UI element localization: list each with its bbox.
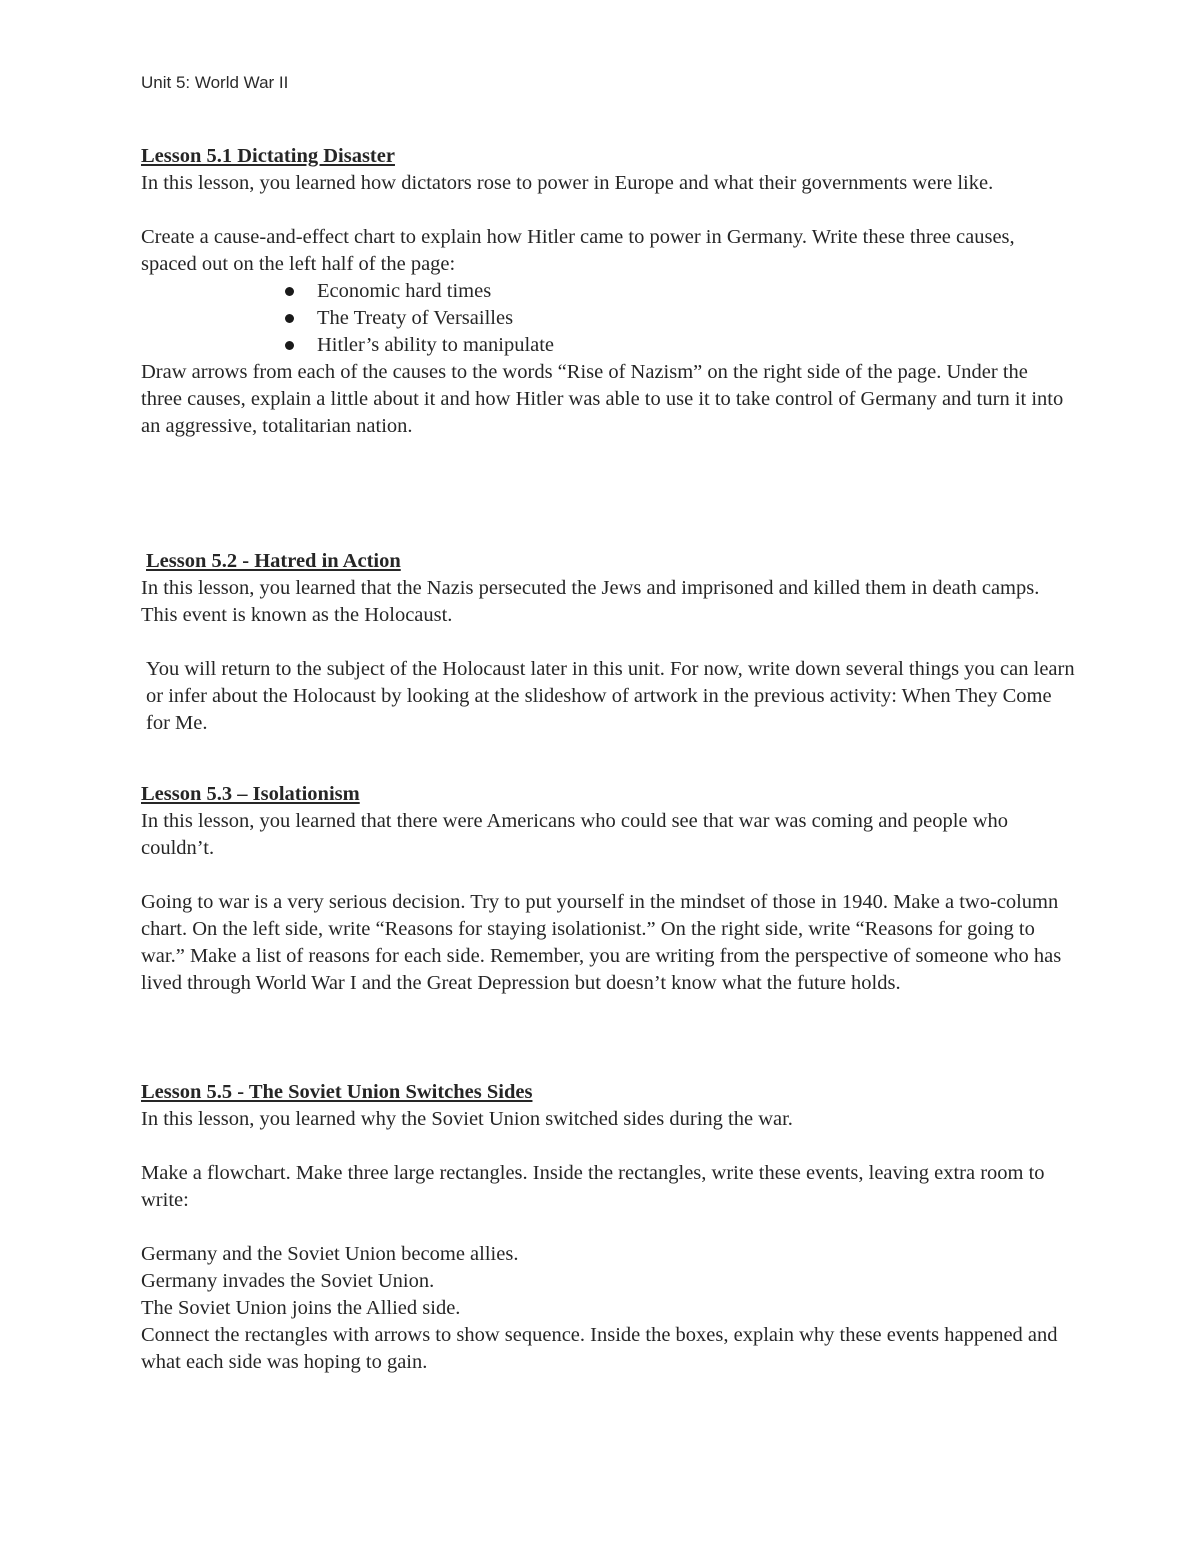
lesson-5-5-section [141,1079,1071,1376]
lesson-5-1-section [141,143,1071,440]
lesson-5-3-section [141,781,1071,997]
list-item: The Treaty of Versailles [285,305,1071,332]
lesson-5-3-heading: Lesson 5.3 – Isolationism [141,783,360,805]
list-item: Economic hard times [285,278,1071,305]
bullet-icon [285,341,294,350]
lesson-5-2-section [141,548,1076,737]
lesson-5-5-followup: Connect the rectangles with arrows to show sequence. Inside the boxes, explain why these events happened and what each side was hoping to gain. [141,1324,1058,1373]
lesson-5-3-instructions: Going to war is a very serious decision. Try to put yourself in the mindset of those in 1940. Make a two-column chart. On the left side, write “Reasons for staying isolationist.” On the right side, write “Reasons for going to war.” Make a list of reasons for each side. Remember, you are writing from the perspective of someone who has lived through World War I and the Great Depression but doesn’t know what the future holds. [141,891,1062,994]
lesson-5-5-event-list [141,1241,1071,1322]
lesson-5-2-heading: Lesson 5.2 - Hatred in Action [146,550,401,572]
bullet-icon [285,287,294,296]
lesson-5-1-intro: In this lesson, you learned how dictators rose to power in Europe and what their governments were like. [141,172,994,194]
list-item: The Soviet Union joins the Allied side. [141,1297,461,1319]
lesson-5-2-instructions: You will return to the subject of the Holocaust later in this unit. For now, write down several things you can learn or infer about the Holocaust by looking at the slideshow of artwork in the previous activity: When They Come for Me. [146,658,1075,734]
lesson-5-3-intro: In this lesson, you learned that there were Americans who could see that war was coming and people who couldn’t. [141,810,1009,859]
lesson-5-1-followup: Draw arrows from each of the causes to the words “Rise of Nazism” on the right side of the page. Under the three causes, explain a little about it and how Hitler was able to use it to take control of Germany and turn it into an aggressive, totalitarian nation. [141,361,1064,437]
lesson-5-1-instructions: Create a cause-and-effect chart to explain how Hitler came to power in Germany. Write these three causes, spaced out on the left half of the page: [141,226,1015,275]
list-item: Germany invades the Soviet Union. [141,1270,435,1292]
lesson-5-1-cause-list [141,278,1071,359]
lesson-5-5-intro: In this lesson, you learned why the Soviet Union switched sides during the war. [141,1108,793,1130]
list-item: Germany and the Soviet Union become allies. [141,1243,519,1265]
lesson-5-1-heading: Lesson 5.1 Dictating Disaster [141,145,395,167]
unit-title: Unit 5: World War II [141,73,289,92]
lesson-5-2-intro: In this lesson, you learned that the Nazis persecuted the Jews and imprisoned and killed them in death camps. This event is known as the Holocaust. [141,577,1040,626]
bullet-icon [285,314,294,323]
lesson-5-5-instructions: Make a flowchart. Make three large rectangles. Inside the rectangles, write these events, leaving extra room to write: [141,1162,1045,1211]
list-item: Hitler’s ability to manipulate [285,332,1071,359]
lesson-5-5-heading: Lesson 5.5 - The Soviet Union Switches Sides [141,1081,533,1103]
